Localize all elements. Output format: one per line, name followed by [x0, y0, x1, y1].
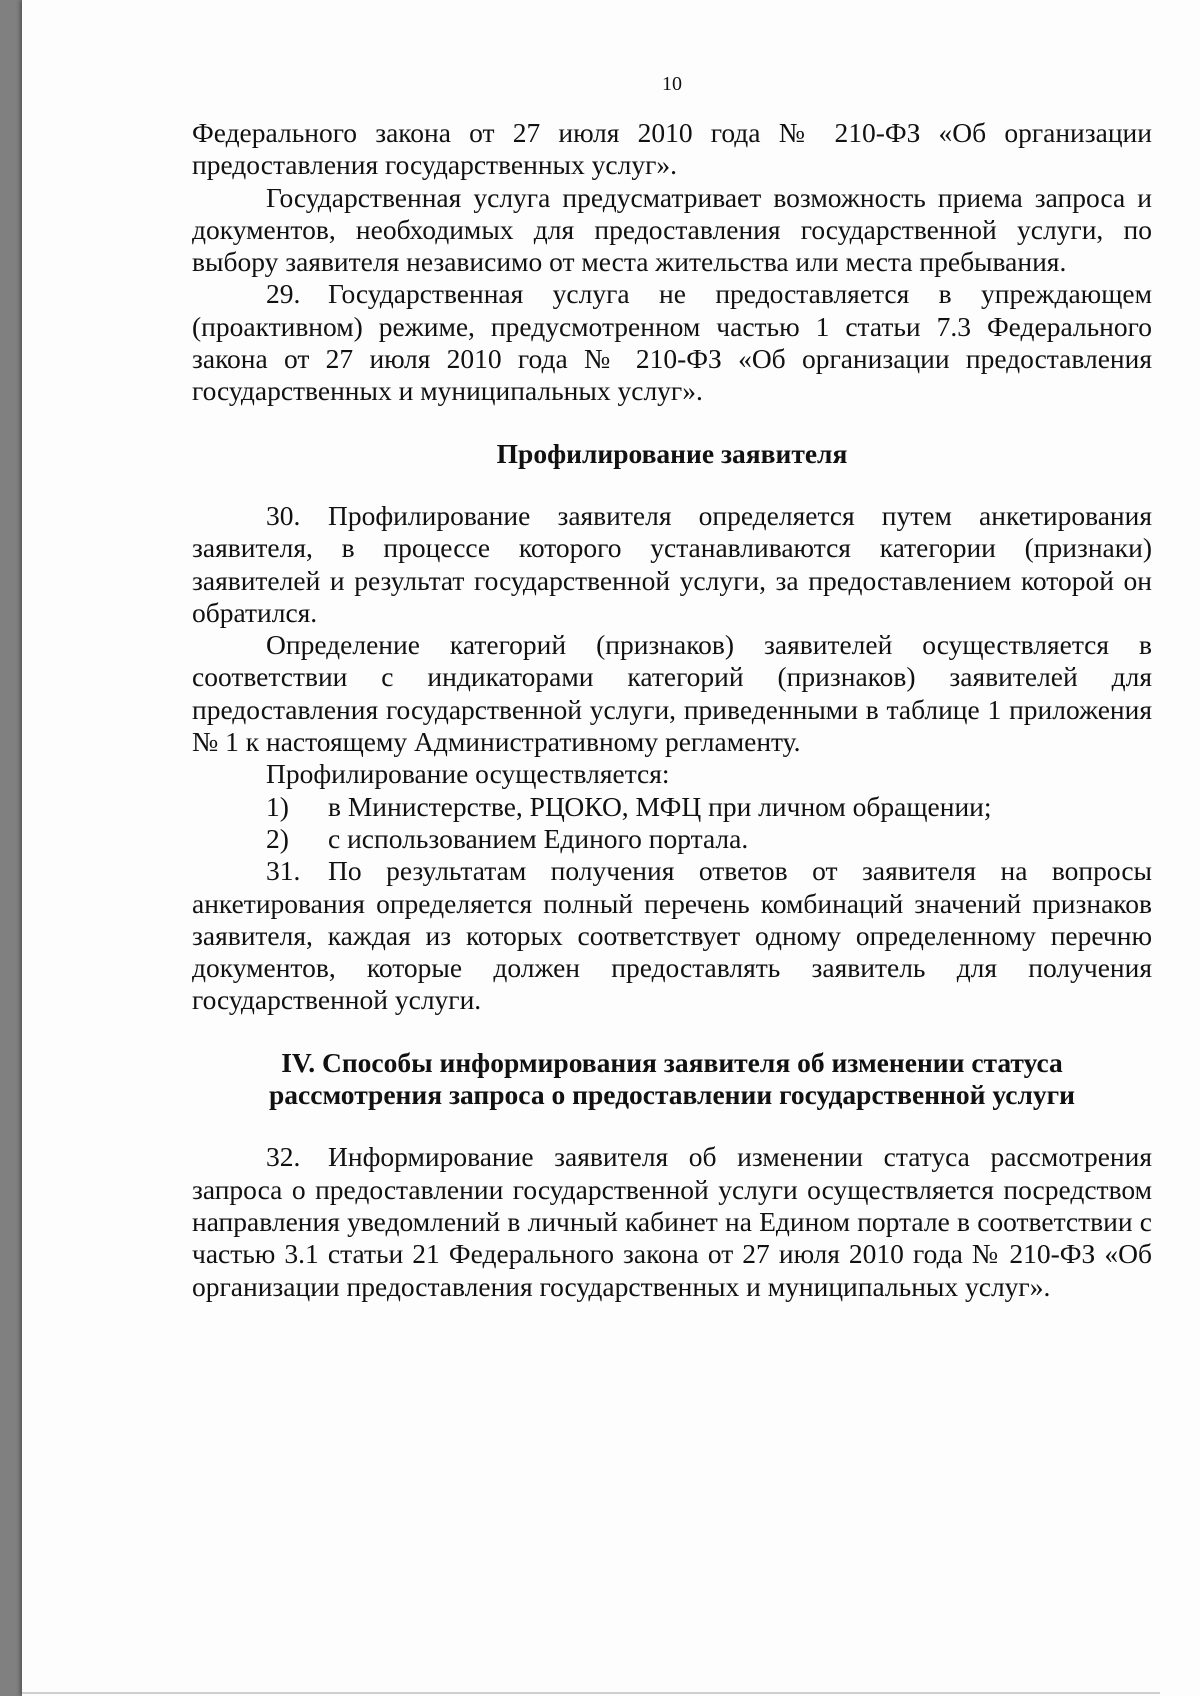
list-item	[192, 791, 1152, 823]
clause-text: Профилирование заявителя определяется путем анкетирования заявителя, в процессе которого устанавливаются категории (признаки) заявителей и результат государственной услуги, за предоставлением которой он обратился.	[192, 499, 1152, 628]
list-number: 1)	[266, 790, 289, 822]
list-item	[192, 823, 1152, 855]
document-page	[22, 0, 1200, 1696]
list-number: 2)	[266, 822, 289, 854]
paragraph-continuation: Федерального закона от 27 июля 2010 года № 210-ФЗ «Об организации предоставления государственных услуг».	[192, 117, 1152, 181]
clause-number: 31.	[266, 855, 301, 887]
clause-number: 30.	[266, 499, 301, 531]
paragraph-31	[192, 855, 1152, 1016]
clause-text: Государственная услуга не предоставляется в упреждающем (проактивном) режиме, предусмотренном частью 1 статьи 7.3 Федерального закона от 27 июля 2010 года № 210-ФЗ «Об организации предоставления государственных и муниципальных услуг».	[192, 278, 1152, 407]
paragraph: Определение категорий (признаков) заявителей осуществляется в соответствии с индикаторами категорий (признаков) заявителей для предоставления государственной услуги, приведенными в таблице 1 приложения № 1 к настоящему Административному регламенту.	[192, 629, 1152, 758]
paragraph-29	[192, 278, 1152, 407]
text-body	[192, 117, 1152, 1303]
section-heading: Профилирование заявителя	[496, 437, 848, 469]
paragraph: Профилирование осуществляется:	[266, 758, 670, 790]
clause-text: Информирование заявителя об изменении статуса рассмотрения запроса о предоставлении государственной услуги осуществляется посредством направления уведомлений в личный кабинет на Едином портале в соответствии с частью 3.1 статьи 21 Федерального закона от 27 июля 2010 года № 210-ФЗ «Об организации предоставления государственных и муниципальных услуг».	[192, 1141, 1152, 1302]
clause-number: 29.	[266, 278, 301, 310]
paragraph-32	[192, 1141, 1152, 1302]
chapter-heading	[192, 1047, 1152, 1112]
paragraph-30	[192, 500, 1152, 629]
paragraph: Государственная услуга предусматривает возможность приема запроса и документов, необходимых для предоставления государственной услуги, по выбору заявителя независимо от места жительства или места пребывания.	[192, 181, 1152, 278]
list-text: в Министерстве, РЦОКО, МФЦ при личном обращении;	[328, 790, 992, 822]
clause-text: По результатам получения ответов от заявителя на вопросы анкетирования определяется полный перечень комбинаций значений признаков заявителя, каждая из которых соответствует одному определенному перечню документов, которые должен предоставлять заявитель для получения государственной услуги.	[192, 855, 1152, 1016]
list-text: с использованием Единого портала.	[328, 822, 749, 854]
clause-number: 32.	[266, 1141, 301, 1173]
chapter-heading-line: IV. Способы информирования заявителя об изменении статуса	[281, 1046, 1063, 1078]
chapter-heading-line: рассмотрения запроса о предоставлении государственной услуги	[268, 1079, 1075, 1111]
page-number: 10	[662, 73, 682, 95]
